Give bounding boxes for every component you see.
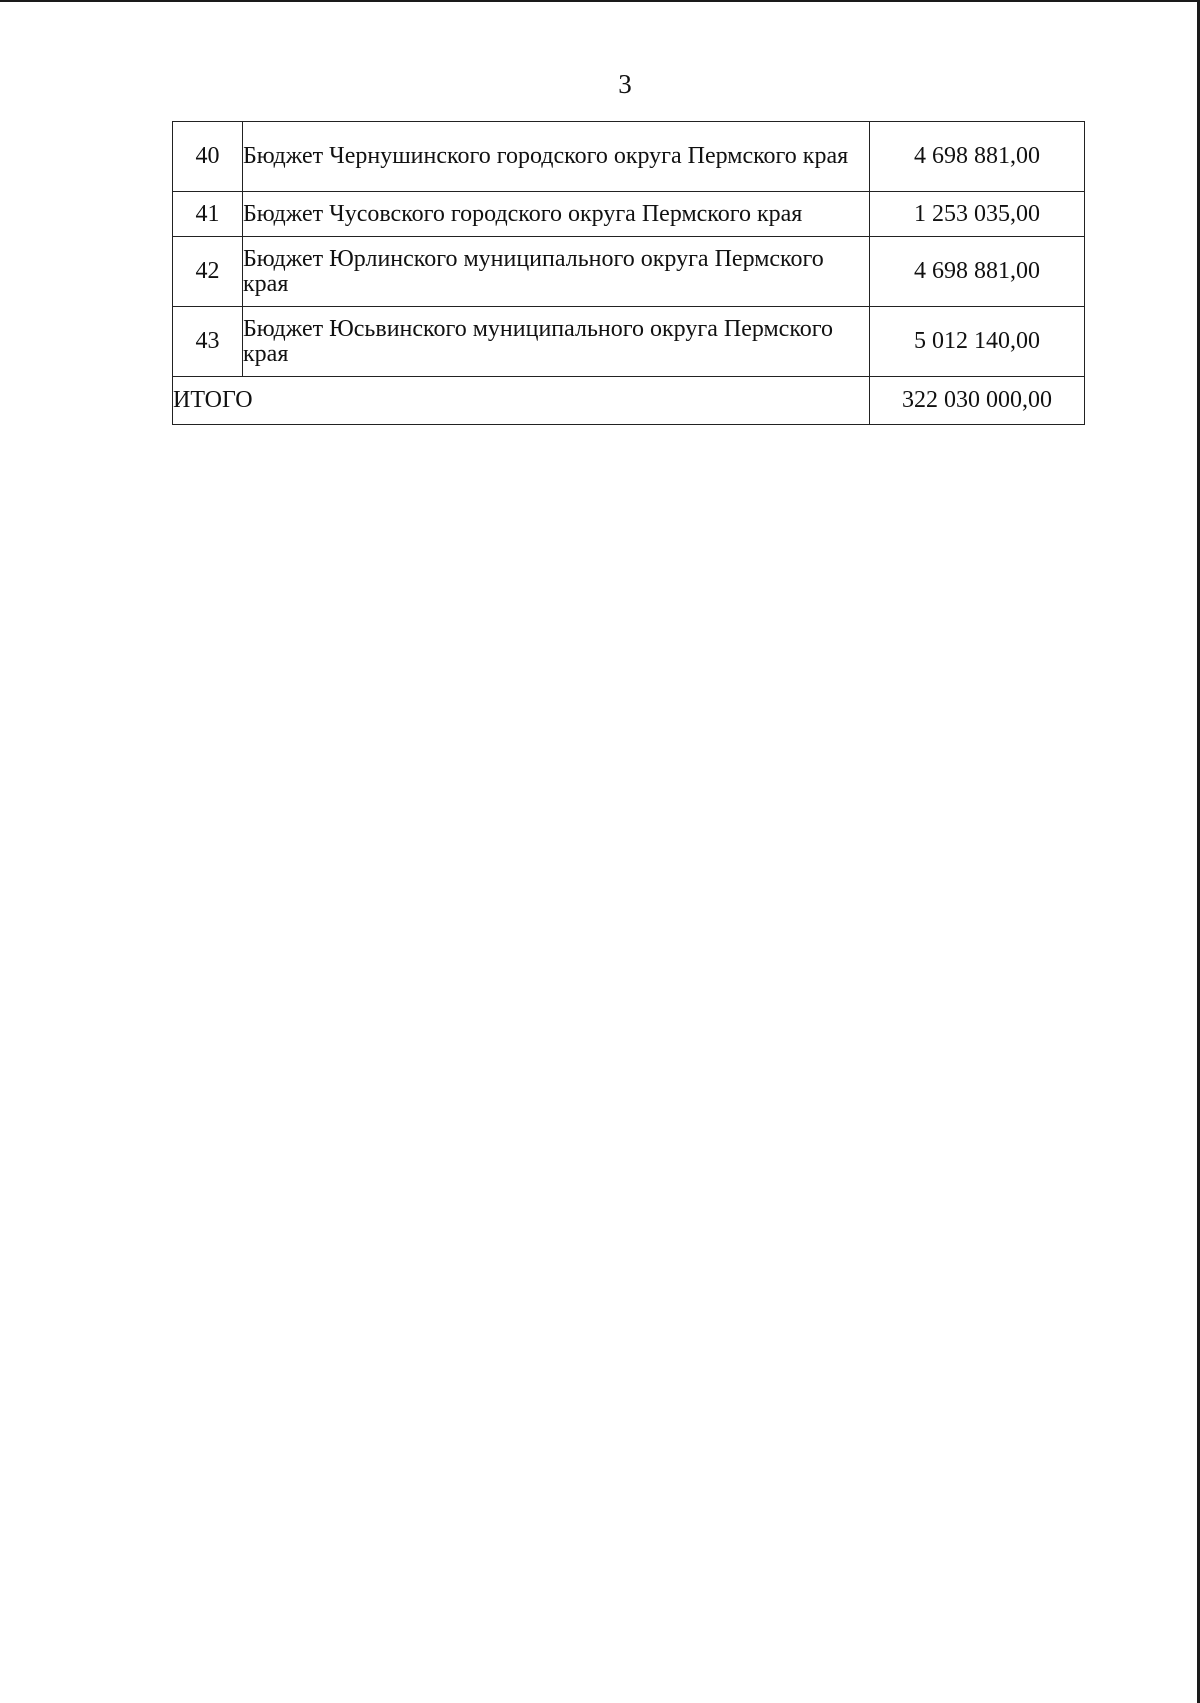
scan-edge-top xyxy=(0,0,1200,2)
table-row xyxy=(173,122,1085,192)
table-row xyxy=(173,192,1085,237)
total-label: ИТОГО xyxy=(173,377,870,425)
row-budget-name: Бюджет Юсьвинского муниципального округа Пермского края xyxy=(243,307,870,377)
row-amount: 4 698 881,00 xyxy=(870,237,1085,307)
row-number: 40 xyxy=(173,122,243,192)
total-amount: 322 030 000,00 xyxy=(870,377,1085,425)
row-number: 43 xyxy=(173,307,243,377)
total-row xyxy=(173,377,1085,425)
row-budget-name: Бюджет Чернушинского городского округа Пермского края xyxy=(243,122,870,192)
row-number: 42 xyxy=(173,237,243,307)
budget-table xyxy=(172,121,1085,425)
page-number: 3 xyxy=(618,69,632,99)
row-number: 41 xyxy=(173,192,243,237)
row-budget-name: Бюджет Чусовского городского округа Пермского края xyxy=(243,192,870,237)
table-row xyxy=(173,237,1085,307)
table-row xyxy=(173,307,1085,377)
row-amount: 5 012 140,00 xyxy=(870,307,1085,377)
row-budget-name: Бюджет Юрлинского муниципального округа Пермского края xyxy=(243,237,870,307)
row-amount: 4 698 881,00 xyxy=(870,122,1085,192)
row-amount: 1 253 035,00 xyxy=(870,192,1085,237)
